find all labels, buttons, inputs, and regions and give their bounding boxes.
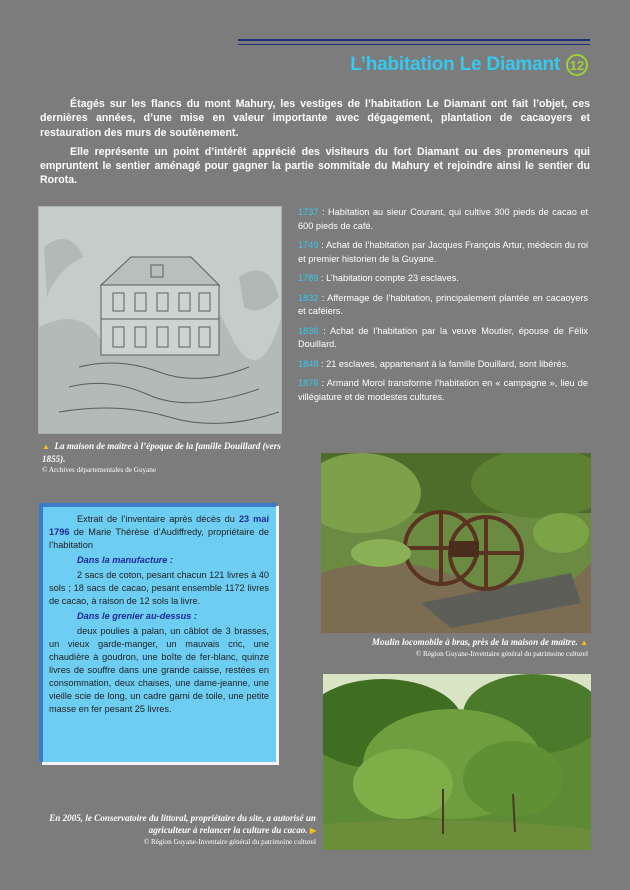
mill-photo-image — [321, 453, 591, 633]
section-heading-grenier: Dans le grenier au-dessus : — [77, 611, 197, 621]
header-rule — [238, 39, 590, 41]
inventory-intro-b: de Marie Thérèse d’Audiffredy, propriétaire de l’habitation — [49, 527, 269, 550]
inventory-date: 23 mai 1796 — [49, 514, 269, 537]
triangle-up-icon: ▲ — [580, 638, 588, 647]
inventory-intro-a: Extrait de l’inventaire après décès du — [77, 514, 239, 524]
mill-caption — [318, 636, 588, 659]
timeline-item — [298, 377, 588, 404]
timeline-item — [298, 272, 588, 286]
timeline-item — [298, 239, 588, 266]
cacao-caption-text: En 2005, le Conservatoire du littoral, propriétaire du site, a autorisé un agriculteur à relancer la culture du cacao. — [49, 813, 316, 835]
house-sketch-image — [38, 206, 282, 434]
timeline-text: : L’habitation compte 23 esclaves. — [318, 273, 459, 283]
sketch-caption — [42, 440, 287, 475]
intro-text — [40, 97, 590, 193]
cacao-credit: © Région Guyane-Inventaire général du patrimoine culturel — [143, 838, 316, 846]
cacao-photo-image — [323, 674, 591, 850]
inventory-intro — [49, 513, 269, 552]
mill-caption-text: Moulin locomobile à bras, près de la maison de maître. — [371, 637, 578, 647]
mill-photo-drawing — [321, 453, 591, 633]
timeline-text: : Affermage de l’habitation, principalement plantée en cacaoyers et caféiers. — [298, 292, 588, 316]
timeline-text: : Habitation au sieur Courant, qui cultive 300 pieds de cacao et 600 pieds de café. — [298, 207, 588, 231]
timeline-item — [298, 358, 588, 372]
section-text-grenier: deux poulies à palan, un câblot de 3 brasses, un vieux garde-manger, un mauvais cric, une chaudière à goudron, une boîte de fer-blanc, quinze livres de souffre dans une grande caisse, restées en consommation, deux chaises, une dame-jeanne, une vieille scie de long, un cadre garni de toile, une petite masse en fer pesant 25 livres. — [49, 626, 269, 714]
timeline-item — [298, 325, 588, 352]
timeline-year: 1832 — [298, 292, 319, 303]
page-title — [350, 54, 588, 76]
triangle-right-icon: ▶ — [309, 826, 316, 835]
section-text-manufacture: 2 sacs de coton, pesant chacun 121 livres à 40 sols ; 18 sacs de cacao, pesant ensemble 1172 livres de cacao, à raison de 12 sols la livre. — [49, 570, 269, 606]
mill-credit: © Région Guyane-Inventaire général du patrimoine culturel — [415, 650, 588, 658]
timeline-year: 1737 — [298, 207, 319, 217]
timeline-year: 1749 — [298, 240, 319, 250]
section-heading-manufacture: Dans la manufacture : — [77, 555, 173, 565]
title-text: L’habitation Le Diamant — [350, 54, 560, 75]
timeline-text: : 21 esclaves, appartenant à la famille Douillard, sont libérés. — [318, 358, 569, 369]
timeline-year: 1876 — [298, 378, 319, 388]
timeline-text: : Achat de l’habitation par Jacques François Artur, médecin du roi et premier historien de la Guyane. — [298, 240, 588, 264]
cacao-caption — [40, 812, 316, 847]
timeline-text: : Achat de l’habitation par la veuve Moutier, épouse de Félix Douillard. — [298, 325, 588, 349]
sketch-credit: © Archives départementales de Guyane — [42, 466, 157, 474]
site-number-badge: 12 — [566, 54, 588, 76]
house-sketch-drawing — [39, 207, 282, 434]
timeline-year: 1789 — [298, 273, 319, 283]
cacao-photo-drawing — [323, 674, 591, 850]
timeline-item — [298, 292, 588, 319]
triangle-up-icon: ▲ — [42, 442, 50, 451]
intro-paragraph: Étagés sur les flancs du mont Mahury, les vestiges de l’habitation Le Diamant ont fait l’objet, ces dernières années, d’une mise en valeur importante avec dégagement, plantation de cacaoyers et restauration des murs de soutènement. — [40, 98, 590, 139]
sketch-caption-text: La maison de maître à l’époque de la famille Douillard (vers 1855). — [42, 441, 281, 464]
header-rule-thin — [238, 44, 590, 45]
timeline-text: : Armand Morol transforme l’habitation en « campagne », lieu de villégiature et de modestes cultures. — [298, 378, 588, 402]
intro-paragraph: Elle représente un point d’intérêt apprécié des visiteurs du fort Diamant ou des promeneurs qui empruntent le sentier aménagé pour gagner la partie sommitale du Mahury et rejoindre ainsi le sentier du Rorota. — [40, 145, 590, 187]
timeline-year: 1836 — [298, 325, 319, 336]
timeline-item — [298, 206, 588, 233]
inventory-extract-box — [39, 503, 276, 762]
timeline-year: 1848 — [298, 358, 319, 369]
history-timeline — [298, 206, 588, 410]
